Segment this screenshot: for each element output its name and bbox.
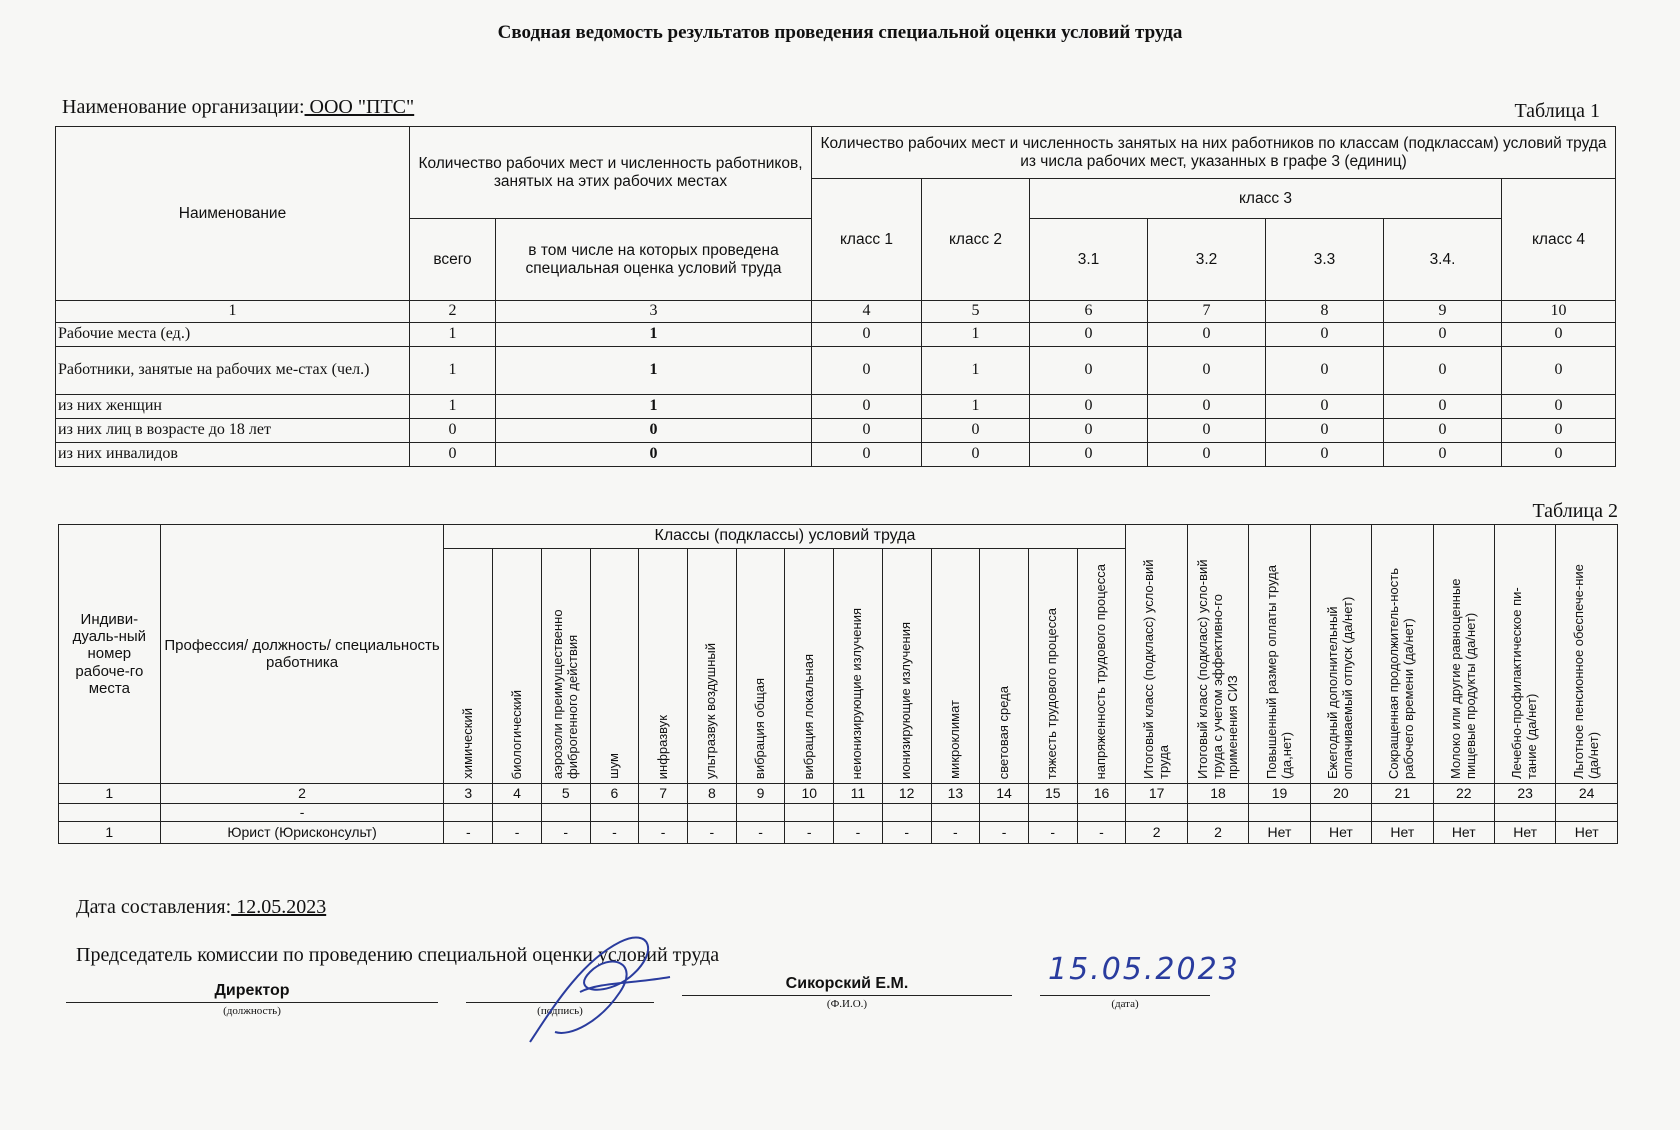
t2-factor-cell: - (834, 822, 883, 844)
t2-empty-cell (882, 804, 931, 822)
t2-header-factor (882, 549, 931, 784)
t2-empty-cell (639, 804, 688, 822)
t2-colnum: 20 (1310, 784, 1371, 804)
t2-factor-cell: - (1028, 822, 1077, 844)
t2-header-extra (1249, 525, 1310, 784)
t2-colnum: 18 (1187, 784, 1248, 804)
t1-cell: 1 (410, 395, 496, 419)
summary-table (55, 126, 1616, 467)
t2-empty-cell (1249, 804, 1310, 822)
t2-factor-label: биологический (508, 689, 524, 779)
t2-colnum: 4 (493, 784, 542, 804)
t1-cell: 1 (922, 323, 1030, 347)
t2-colnum: 9 (736, 784, 785, 804)
date-value: 12.05.2023 (231, 896, 327, 918)
t1-cell: 0 (496, 419, 812, 443)
t2-factor-label: ультразвук воздушный (703, 642, 719, 779)
t2-colnum: 16 (1077, 784, 1126, 804)
t2-empty-cell (785, 804, 834, 822)
t2-extra-label: Лечебно-профилактическое пи-тание (да/нет) (1509, 587, 1540, 779)
t2-factor-label: химический (459, 708, 475, 779)
t2-header-extra (1433, 525, 1494, 784)
t2-header-extra (1310, 525, 1371, 784)
t2-header-extra (1556, 525, 1618, 784)
fio-caption: (Ф.И.О.) (826, 998, 868, 1010)
t1-cell: 0 (410, 419, 496, 443)
t1-header-3-4: 3.4. (1384, 219, 1502, 301)
t1-colnum: 6 (1030, 301, 1148, 323)
t1-header-total: всего (410, 219, 496, 301)
t2-header-classes: Классы (подклассы) условий труда (444, 525, 1126, 549)
t2-extra-label: Молоко или другие равноценные пищевые продукты (да/нет) (1447, 578, 1478, 779)
t1-colnum: 5 (922, 301, 1030, 323)
date-line (76, 896, 326, 919)
chair-label: Председатель комиссии по проведению специальной оценки условий труда (76, 944, 720, 966)
t2-empty-cell (1077, 804, 1126, 822)
t2-colnum: 2 (160, 784, 444, 804)
t2-header-factor (736, 549, 785, 784)
t2-row-prof: Юрист (Юрисконсульт) (160, 822, 444, 844)
t2-header-extra (1494, 525, 1555, 784)
t1-colnum: 4 (812, 301, 922, 323)
t1-cell: 0 (1502, 443, 1616, 467)
t2-factor-label: неионизирующие излучения (849, 607, 865, 779)
t2-empty-cell (931, 804, 980, 822)
t1-header-class3: класс 3 (1030, 179, 1502, 219)
t1-colnum: 10 (1502, 301, 1616, 323)
t1-cell: 0 (1266, 395, 1384, 419)
t1-cell: 0 (1266, 323, 1384, 347)
t1-colnum: 1 (56, 301, 410, 323)
t1-cell: 0 (1502, 323, 1616, 347)
t2-row-num: 1 (59, 822, 161, 844)
t1-cell: 0 (1502, 419, 1616, 443)
t1-cell: 0 (1148, 347, 1266, 395)
t1-row-name: Работники, занятые на рабочих ме-стах (чел.) (56, 347, 410, 395)
t2-colnum: 22 (1433, 784, 1494, 804)
t1-colnum: 9 (1384, 301, 1502, 323)
t2-header-factor (1077, 549, 1126, 784)
t1-colnum: 7 (1148, 301, 1266, 323)
workplace-table (58, 524, 1618, 844)
t2-header-factor (541, 549, 590, 784)
t2-empty-cell (1556, 804, 1618, 822)
t1-cell: 1 (922, 347, 1030, 395)
t2-header-factor (639, 549, 688, 784)
t1-cell: 0 (922, 419, 1030, 443)
t2-empty-cell (980, 804, 1029, 822)
t1-cell: 0 (1266, 347, 1384, 395)
signature-icon (510, 922, 690, 1052)
t1-header-class2: класс 2 (922, 179, 1030, 301)
t2-extra-label: Льготное пенсионное обеспече-ние (да/нет) (1570, 564, 1601, 779)
t1-cell: 0 (1502, 395, 1616, 419)
t2-factor-cell: - (639, 822, 688, 844)
t1-colnum: 2 (410, 301, 496, 323)
t2-colnum: 13 (931, 784, 980, 804)
position-field (66, 982, 438, 1017)
t2-empty-cell (1433, 804, 1494, 822)
t1-cell: 0 (1030, 419, 1148, 443)
t2-empty-cell (1494, 804, 1555, 822)
table-row (56, 443, 1616, 467)
t2-empty-cell (444, 804, 493, 822)
table2-label: Таблица 2 (1532, 500, 1618, 522)
t2-empty-cell (687, 804, 736, 822)
t2-empty-cell (1187, 804, 1248, 822)
t2-empty-cell (1028, 804, 1077, 822)
t2-extra-cell: 2 (1187, 822, 1248, 844)
t2-dash-cell: - (160, 804, 444, 822)
t2-colnum: 5 (541, 784, 590, 804)
t2-extra-label: Сокращенная продолжитель-ность рабочего времени (да/нет) (1386, 567, 1417, 779)
t2-colnum: 19 (1249, 784, 1310, 804)
t1-row-name: из них женщин (56, 395, 410, 419)
t2-header-factor (1028, 549, 1077, 784)
fio-value: Сикорский Е.М. (682, 975, 1012, 996)
table-row (56, 347, 1616, 395)
t2-factor-cell: - (736, 822, 785, 844)
t1-cell: 0 (1384, 419, 1502, 443)
t2-colnum: 21 (1372, 784, 1433, 804)
table-row (59, 822, 1618, 844)
t1-cell: 0 (1148, 443, 1266, 467)
t2-header-factor (785, 549, 834, 784)
t2-colnum: 12 (882, 784, 931, 804)
t2-header-factor (834, 549, 883, 784)
t1-cell: 0 (1384, 347, 1502, 395)
t2-header-factor (687, 549, 736, 784)
t2-factor-label: вибрация локальная (800, 653, 816, 779)
t2-colnum: 7 (639, 784, 688, 804)
t2-empty-cell (834, 804, 883, 822)
t2-empty-cell (590, 804, 639, 822)
t1-cell: 1 (496, 323, 812, 347)
t2-extra-cell: Нет (1372, 822, 1433, 844)
page-title: Сводная ведомость результатов проведения специальной оценки условий труда (497, 22, 1183, 43)
t1-header-3-1: 3.1 (1030, 219, 1148, 301)
t2-extra-cell: Нет (1494, 822, 1555, 844)
t2-colnum: 15 (1028, 784, 1077, 804)
t2-extra-label: Итоговый класс (подкласс) усло-вий труда (1140, 559, 1171, 779)
fio-field (682, 975, 1012, 1010)
t1-cell: 0 (1384, 395, 1502, 419)
t2-factor-cell: - (590, 822, 639, 844)
t2-header-factor (590, 549, 639, 784)
t1-cell: 0 (1148, 419, 1266, 443)
table-row (59, 804, 1618, 822)
t1-cell: 0 (812, 347, 922, 395)
t2-factor-label: ионизирующие излучения (898, 622, 914, 779)
t2-extra-label: Повышенный размер оплаты труда (да,нет) (1263, 565, 1294, 779)
t1-header-classes: Количество рабочих мест и численность занятых на них работников по классам (подклассам) условий труда из числа рабочих мест, указанных в графе 3 (единиц) (812, 127, 1616, 179)
t1-cell: 0 (812, 323, 922, 347)
t2-extra-cell: Нет (1249, 822, 1310, 844)
t1-cell: 0 (922, 443, 1030, 467)
t2-empty-cell (59, 804, 161, 822)
t1-cell: 0 (812, 395, 922, 419)
t2-colnum: 6 (590, 784, 639, 804)
table-row (56, 419, 1616, 443)
t1-cell: 1 (410, 347, 496, 395)
t1-cell: 0 (1384, 323, 1502, 347)
t2-empty-cell (1310, 804, 1371, 822)
t1-row-name: из них лиц в возрасте до 18 лет (56, 419, 410, 443)
t1-cell: 0 (812, 443, 922, 467)
table-row (56, 395, 1616, 419)
t2-empty-cell (1372, 804, 1433, 822)
t2-colnum: 14 (980, 784, 1029, 804)
t2-header-factor (493, 549, 542, 784)
t2-factor-cell: - (444, 822, 493, 844)
organization-label: Наименование организации: (62, 96, 305, 118)
t1-cell: 1 (922, 395, 1030, 419)
t1-colnum: 3 (496, 301, 812, 323)
t2-factor-cell: - (687, 822, 736, 844)
t1-colnum: 8 (1266, 301, 1384, 323)
t2-factor-cell: - (493, 822, 542, 844)
t2-extra-cell: Нет (1310, 822, 1371, 844)
t2-colnum: 10 (785, 784, 834, 804)
t2-empty-cell (736, 804, 785, 822)
t2-header-num: Индиви-дуаль-ный номер рабоче-го места (59, 525, 161, 784)
t2-header-extra (1372, 525, 1433, 784)
t2-extra-cell: Нет (1433, 822, 1494, 844)
t1-cell: 0 (1266, 419, 1384, 443)
t1-cell: 0 (1148, 395, 1266, 419)
t2-factor-label: шум (605, 753, 621, 779)
t1-cell: 0 (812, 419, 922, 443)
table-row (56, 323, 1616, 347)
t2-colnum: 3 (444, 784, 493, 804)
t2-empty-cell (1126, 804, 1187, 822)
t1-cell: 0 (1030, 347, 1148, 395)
t1-cell: 0 (1030, 443, 1148, 467)
position-caption: (должность) (223, 1005, 281, 1017)
t1-header-3-2: 3.2 (1148, 219, 1266, 301)
t2-factor-cell: - (882, 822, 931, 844)
t2-colnum: 23 (1494, 784, 1555, 804)
t1-cell: 0 (1266, 443, 1384, 467)
t2-colnum: 24 (1556, 784, 1618, 804)
t2-header-extra (1187, 525, 1248, 784)
t2-extra-cell: 2 (1126, 822, 1187, 844)
t1-header-assessed: в том числе на которых проведена специальная оценка условий труда (496, 219, 812, 301)
t1-cell: 0 (1384, 443, 1502, 467)
t2-factor-cell: - (980, 822, 1029, 844)
t1-header-3-3: 3.3 (1266, 219, 1384, 301)
t2-header-factor (931, 549, 980, 784)
t1-row-name: из них инвалидов (56, 443, 410, 467)
t1-cell: 0 (1030, 323, 1148, 347)
t1-header-class1: класс 1 (812, 179, 922, 301)
t1-cell: 0 (410, 443, 496, 467)
organization-line (62, 96, 414, 119)
t2-factor-label: напряженность трудового процесса (1093, 563, 1109, 779)
t2-factor-cell: - (931, 822, 980, 844)
t1-row-name: Рабочие места (ед.) (56, 323, 410, 347)
t1-cell: 1 (496, 347, 812, 395)
t2-empty-cell (541, 804, 590, 822)
t2-factor-label: аэрозоли преимущественно фиброгенного действия (549, 609, 580, 779)
t2-colnum: 8 (687, 784, 736, 804)
position-value: Директор (66, 982, 438, 1003)
t2-colnum: 1 (59, 784, 161, 804)
organization-value: ООО "ПТС" (304, 96, 415, 118)
t2-colnum: 17 (1126, 784, 1187, 804)
t2-factor-label: вибрация общая (752, 677, 768, 779)
t1-cell: 1 (496, 395, 812, 419)
signature-caption: (подпись) (537, 1005, 583, 1017)
t2-empty-cell (493, 804, 542, 822)
table1-label: Таблица 1 (1514, 100, 1600, 122)
t2-factor-cell: - (785, 822, 834, 844)
t2-factor-label: инфразвук (654, 714, 670, 779)
t2-header-factor (444, 549, 493, 784)
t1-header-class4: класс 4 (1502, 179, 1616, 301)
t2-header-extra (1126, 525, 1187, 784)
t2-extra-label: Ежегодный дополнительный оплачиваемый отпуск (да/нет) (1324, 596, 1355, 779)
t1-cell: 1 (410, 323, 496, 347)
date-label: Дата составления: (76, 896, 232, 918)
t2-factor-label: тяжесть трудового процесса (1044, 607, 1060, 779)
t2-header-prof: Профессия/ должность/ специальность работника (160, 525, 444, 784)
t1-cell: 0 (1148, 323, 1266, 347)
t1-cell: 0 (1030, 395, 1148, 419)
sign-date-caption: (дата) (1111, 998, 1139, 1010)
t2-extra-cell: Нет (1556, 822, 1618, 844)
t2-factor-label: световая среда (995, 685, 1011, 779)
t2-header-factor (980, 549, 1029, 784)
t2-factor-cell: - (1077, 822, 1126, 844)
t1-header-qty: Количество рабочих мест и численность работников, занятых на этих рабочих местах (410, 127, 812, 219)
t2-factor-cell: - (541, 822, 590, 844)
t2-extra-label: Итоговый класс (подкласс) усло-вий труда с учетом эффективно-го применения СИЗ (1194, 559, 1240, 779)
t2-colnum: 11 (834, 784, 883, 804)
handwritten-date: 15.05.2023 (1048, 952, 1240, 987)
t1-cell: 0 (1502, 347, 1616, 395)
t1-header-name: Наименование (56, 127, 410, 301)
t1-cell: 0 (496, 443, 812, 467)
t2-factor-label: микроклимат (946, 700, 962, 779)
